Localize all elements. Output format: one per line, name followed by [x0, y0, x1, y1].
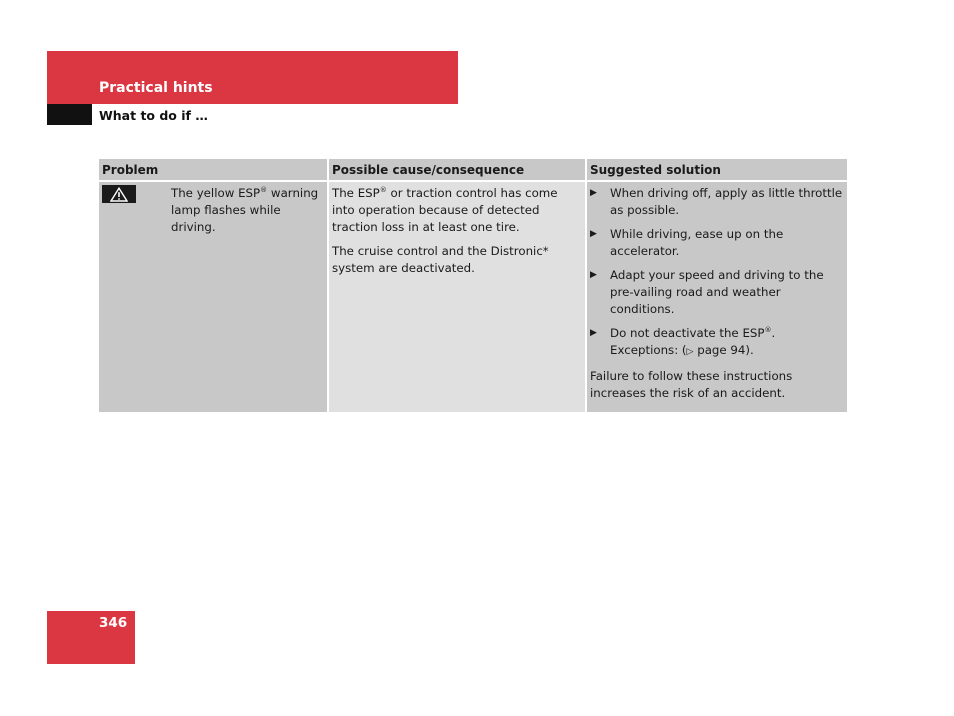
solution-text: Adapt your speed and driving to the pre-vailing road and weather conditions.: [610, 268, 824, 316]
page-number: 346: [99, 615, 128, 631]
bullet-arrow-icon: ▶: [590, 229, 597, 239]
bullet-arrow-icon: ▶: [590, 328, 597, 338]
page-reference-link[interactable]: page 94).: [693, 343, 754, 357]
warning-note: Failure to follow these instructions increases the risk of an accident.: [590, 369, 793, 400]
section-title: Practical hints: [99, 80, 213, 96]
subsection-marker: [47, 104, 92, 125]
solution-4-text-c: Exceptions: (: [610, 343, 687, 357]
solution-4-text-a: Do not deactivate the ESP: [610, 326, 765, 340]
subsection-title: What to do if …: [99, 108, 208, 123]
solution-text: When driving off, apply as little throttle as possible.: [610, 186, 843, 217]
list-item: [590, 325, 844, 361]
problem-cell: [99, 181, 328, 412]
problem-text-a: The yellow ESP: [171, 186, 261, 200]
solution-text: While driving, ease up on the accelerator.: [610, 227, 784, 258]
cause-text-a: The ESP: [332, 186, 380, 200]
list-item: [590, 185, 844, 219]
table-row: [99, 181, 847, 412]
problem-description: [171, 185, 324, 236]
page-reference-arrow-icon: ▷: [686, 347, 694, 357]
solution-cell: [586, 181, 847, 412]
solution-4-text-b: .: [771, 326, 776, 340]
cause-text-b: or traction control has come into operation because of detected traction loss in at least one tire.: [332, 186, 558, 234]
bullet-arrow-icon: ▶: [590, 270, 597, 280]
list-item: [590, 226, 844, 260]
column-header-problem: Problem: [99, 159, 328, 181]
cause-paragraph-2: The cruise control and the Distronic* system are deactivated.: [332, 244, 549, 275]
warning-triangle-icon: [102, 185, 136, 203]
bullet-arrow-icon: ▶: [590, 188, 597, 198]
registered-mark: ®: [260, 186, 268, 194]
troubleshooting-table: [99, 159, 847, 412]
registered-mark: ®: [764, 326, 772, 334]
table-header-row: [99, 159, 847, 181]
problem-text-b: warning lamp flashes while driving.: [171, 186, 319, 234]
column-header-cause: Possible cause/consequence: [328, 159, 586, 181]
header-band: [47, 51, 458, 104]
cause-paragraph-1: [332, 185, 582, 236]
list-item: [590, 267, 844, 318]
registered-mark: ®: [379, 186, 387, 194]
solution-text: [610, 325, 844, 361]
column-header-solution: Suggested solution: [586, 159, 847, 181]
cause-cell: [328, 181, 586, 412]
